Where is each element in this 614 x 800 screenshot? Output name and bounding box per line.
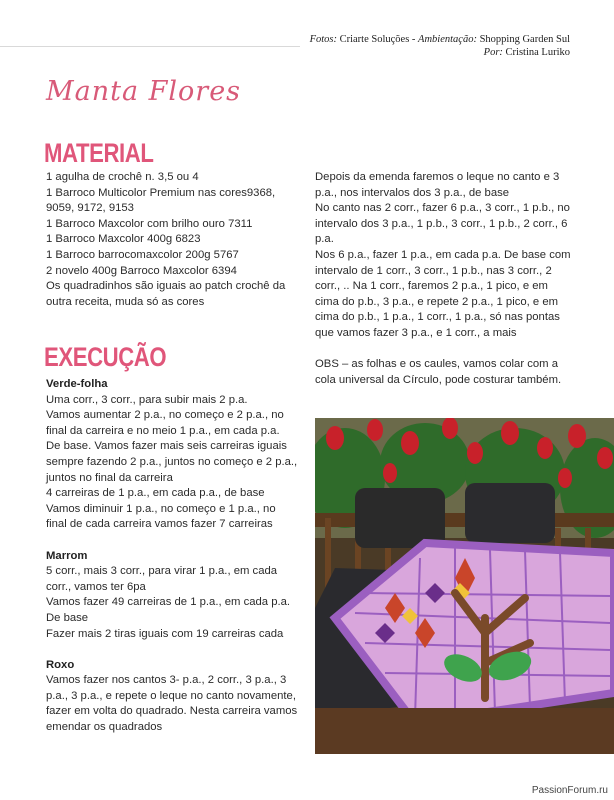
photo-credits — [210, 33, 570, 59]
material-list — [46, 170, 296, 310]
por-label: Por: — [483, 47, 503, 58]
material-line: 1 Barroco Maxcolor com brilho ouro 7311 — [46, 217, 253, 230]
verde-folha-title: Verde-folha — [46, 378, 108, 390]
material-line: 1 Barroco barrocomaxcolor 200g 5767 — [46, 248, 239, 261]
marrom-line: Vamos fazer 49 carreiras de 1 p.a., em cada p.a. De base — [46, 596, 291, 624]
fotos-value: Criarte Soluções - — [336, 34, 419, 45]
marrom-title: Marrom — [46, 549, 88, 562]
execucao-heading: EXECUÇÃO — [44, 342, 167, 372]
credits-line-1 — [210, 33, 570, 46]
right-column — [315, 170, 571, 388]
roxo-line: Vamos fazer nos cantos 3- p.a., 2 corr., 3 p.a., 3 p.a., 3 p.a., e repete o leque no canto novamente, fazer em volta do quadrado. Nesta carreira vamos emendar os quadrados — [46, 674, 298, 734]
fotos-label: Fotos: — [309, 34, 337, 45]
execucao-body — [46, 377, 298, 736]
right-line: Nos 6 p.a., fazer 1 p.a., em cada p.a. De base com intervalo de 1 corr., 3 corr., 1 p.b., nas 3 corr., 2 corr., .. Na 1 corr., faremos 2 p.a., 1 pico, e em cima do p.b., 3 p.a., e repete 2 p.a., 1 pico, e em cima do p.b., 1 p.a., 1 corr., 1 p.a., só nas pontas que vamos fazer 3 p.a., e 1 corr., a mais — [315, 248, 571, 339]
ambientacao-label: Ambientação: — [418, 34, 477, 45]
material-heading: MATERIAL — [44, 138, 154, 168]
verde-line: Vamos diminuir 1 p.a., no começo e 1 p.a., no final de cada carreira vamos fazer 7 carreiras — [46, 502, 276, 531]
verde-line: Uma corr., 3 corr., para subir mais 2 p.a. — [46, 393, 248, 406]
marrom-line: Fazer mais 2 tiras iguais com 19 carreiras cada — [46, 627, 284, 640]
blanket-illustration — [315, 418, 614, 754]
page-title: Manta Flores — [46, 76, 242, 107]
right-line: No canto nas 2 corr., fazer 6 p.a., 3 corr., 1 p.b., no intervalo dos 3 p.a., 1 p.b., 3 corr., 1 p.b., 2 corr., 6 p.a. — [315, 202, 570, 246]
material-line: 1 Barroco Maxcolor 400g 6823 — [46, 233, 201, 246]
material-line: 1 Barroco Multicolor Premium nas cores9368, 9059, 9172, 9153 — [46, 186, 276, 215]
material-line: 2 novelo 400g Barroco Maxcolor 6394 — [46, 264, 237, 277]
watermark: PassionForum.ru — [531, 785, 608, 796]
por-value: Cristina Luriko — [502, 47, 570, 58]
material-line: 1 agulha de crochê n. 3,5 ou 4 — [46, 171, 199, 183]
verde-line: Vamos aumentar 2 p.a., no começo e 2 p.a., no final da carreira e no meio 1 p.a., em cada p.a. — [46, 409, 284, 437]
verde-line: 4 carreiras de 1 p.a., em cada p.a., de base — [46, 487, 265, 500]
material-line: Os quadradinhos são iguais ao patch crochê da outra receita, muda só as cores — [46, 280, 286, 308]
ambientacao-value: Shopping Garden Sul — [476, 34, 570, 45]
right-line: Depois da emenda faremos o leque no canto e 3 p.a., nos intervalos dos 3 p.a., de base — [315, 171, 560, 199]
roxo-title: Roxo — [46, 658, 75, 671]
credits-line-2 — [210, 46, 570, 59]
obs-note: OBS – as folhas e os caules, vamos colar com a cola universal da Círculo, pode costurar também. — [315, 358, 562, 386]
verde-line: De base. Vamos fazer mais seis carreiras iguais sempre fazendo 2 p.a., juntos no começo e 2 p.a., juntos no final da carreira — [46, 440, 298, 484]
blanket-photo — [315, 418, 614, 754]
marrom-line: 5 corr., mais 3 corr., para virar 1 p.a., em cada corr., vamos ter 6pa — [46, 565, 278, 593]
